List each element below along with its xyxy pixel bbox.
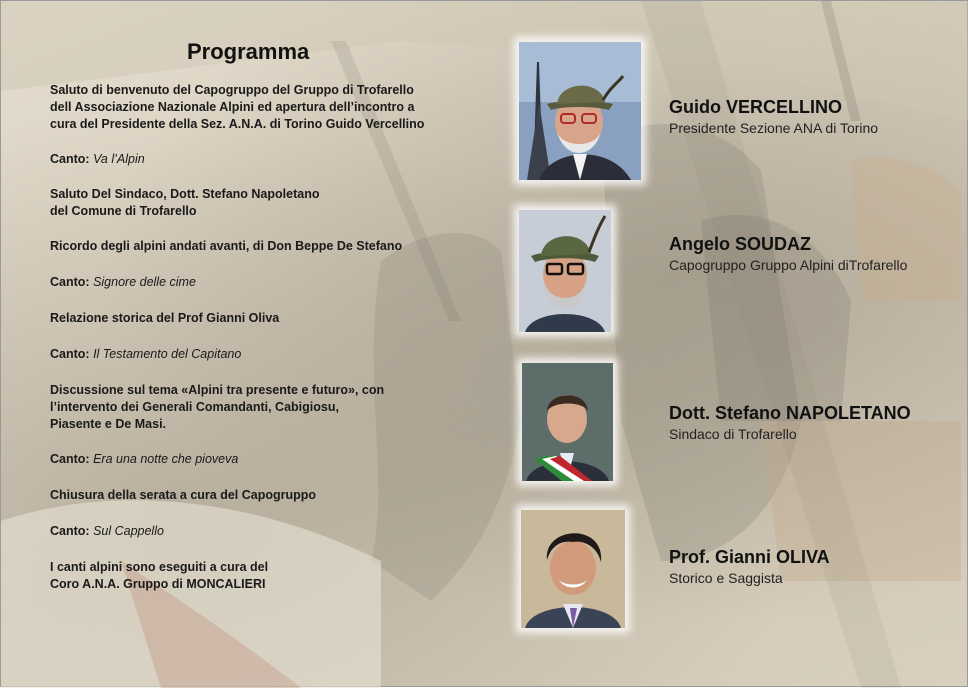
speaker-photo-vercellino <box>519 42 641 180</box>
speaker-name: Prof. Gianni OLIVA <box>669 547 830 567</box>
speaker-photo-oliva <box>521 510 625 628</box>
speaker-name: Dott. Stefano NAPOLETANO <box>669 403 911 423</box>
speaker-soudaz <box>669 233 919 276</box>
speaker-vercellino <box>669 96 919 139</box>
speaker-photo-napoletano <box>522 363 613 481</box>
song-title: Era una notte che pioveva <box>93 452 239 466</box>
speaker-role: Sindaco di Trofarello <box>669 426 797 442</box>
speaker-name: Guido VERCELLINO <box>669 97 842 117</box>
program-item: Discussione sul tema «Alpini tra presente e futuro», con l’intervento dei Generali Comandanti, Cabigiosu, Piasente e De Masi. <box>50 383 385 431</box>
speaker-oliva <box>669 546 919 589</box>
program-item-song: Canto: Sul Cappello <box>50 524 164 538</box>
program-list <box>50 82 490 593</box>
program-item-song: Canto: Va l’Alpin <box>50 152 145 166</box>
program-item: Ricordo degli alpini andati avanti, di Don Beppe De Stefano <box>50 239 403 253</box>
song-title: Va l’Alpin <box>93 152 145 166</box>
song-title: Sul Cappello <box>93 524 164 538</box>
speaker-role: Presidente Sezione ANA di Torino <box>669 120 879 136</box>
alpine-hat-portrait-icon <box>519 42 641 180</box>
song-title: Il Testamento del Capitano <box>93 347 242 361</box>
speaker-role: Capogruppo Gruppo Alpini diTrofarello <box>669 257 908 273</box>
program-item: I canti alpini sono eseguiti a cura del Coro A.N.A. Gruppo di MONCALIERI <box>50 560 269 591</box>
speaker-napoletano <box>669 402 919 445</box>
program-item-song: Canto: Signore delle cime <box>50 275 196 289</box>
portrait-icon <box>521 510 625 628</box>
speaker-name: Angelo SOUDAZ <box>669 234 811 254</box>
program-item-song: Canto: Il Testamento del Capitano <box>50 347 242 361</box>
program-heading: Programma <box>187 39 310 64</box>
mayor-sash-portrait-icon <box>522 363 613 481</box>
speaker-role: Storico e Saggista <box>669 570 783 586</box>
program-item: Saluto Del Sindaco, Dott. Stefano Napoletano del Comune di Trofarello <box>50 187 320 218</box>
alpine-hat-portrait-icon <box>519 210 611 332</box>
program-item: Relazione storica del Prof Gianni Oliva <box>50 311 280 325</box>
program-item: Saluto di benvenuto del Capogruppo del Gruppo di Trofarello dell Associazione Nazionale Alpini ed apertura dell’incontro a cura del Presidente della Sez. A.N.A. di Torino Guido Vercellino <box>50 83 425 131</box>
program-item: Chiusura della serata a cura del Capogruppo <box>50 488 317 502</box>
speaker-photo-soudaz <box>519 210 611 332</box>
program-item-song: Canto: Era una notte che pioveva <box>50 452 239 466</box>
song-title: Signore delle cime <box>93 275 196 289</box>
